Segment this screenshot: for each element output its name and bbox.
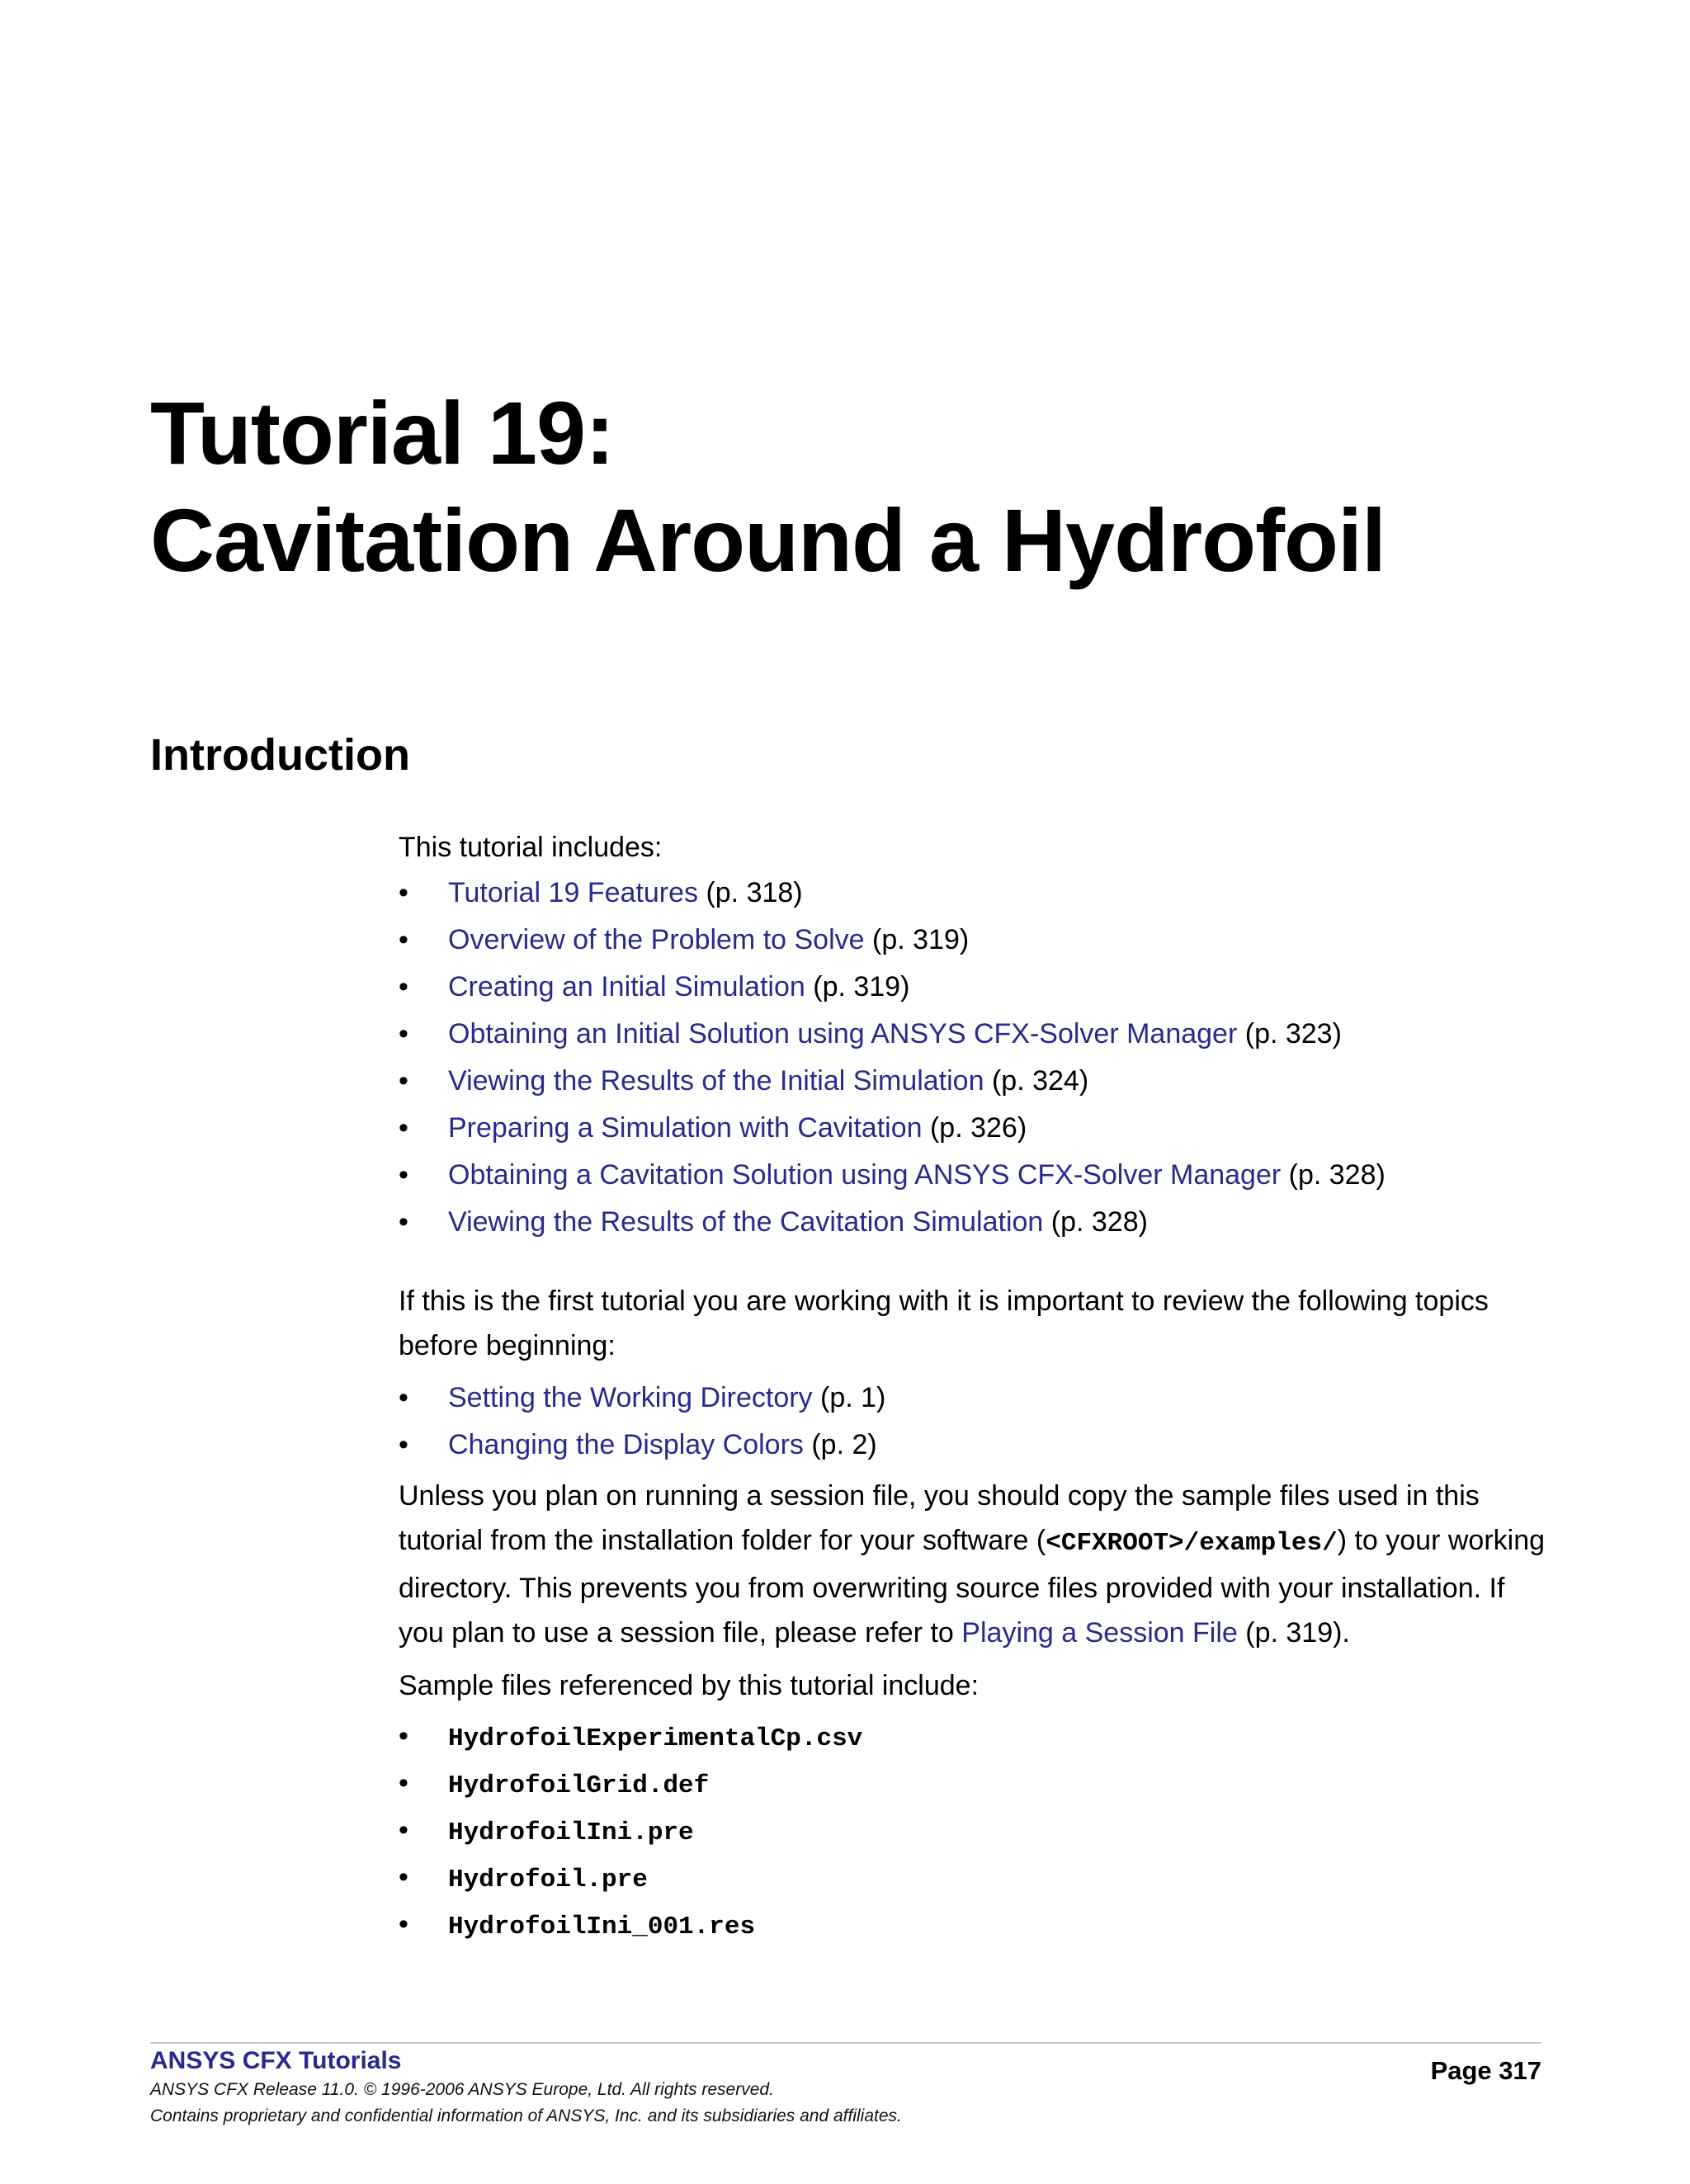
page-title	[150, 380, 1553, 594]
footer-release: ANSYS CFX Release 11.0. © 1996-2006 ANSYS Europe, Ltd. All rights reserved.	[150, 2080, 774, 2099]
list-item	[399, 1199, 1554, 1246]
title-line-1: Tutorial 19:	[150, 383, 615, 483]
copy-text-3: (p. 319).	[1237, 1617, 1350, 1649]
list-item	[399, 1807, 1554, 1854]
page-ref: (p. 319)	[864, 924, 970, 955]
sample-file-name: Hydrofoil.pre	[448, 1866, 648, 1894]
page-ref: (p. 323)	[1237, 1018, 1342, 1050]
bullet-icon: •	[399, 1429, 408, 1460]
bullet-icon: •	[399, 1065, 408, 1097]
bullet-icon: •	[399, 877, 408, 908]
cfxroot-path: <CFXROOT>/examples/	[1046, 1529, 1338, 1558]
list-item	[399, 1152, 1554, 1199]
page-ref: (p. 328)	[1281, 1159, 1386, 1191]
bullet-icon: •	[399, 1018, 408, 1050]
bullet-icon: •	[399, 1382, 408, 1413]
page-ref: (p. 2)	[803, 1429, 877, 1460]
prerequisites-list	[399, 1375, 1554, 1469]
list-item	[399, 1901, 1554, 1948]
copy-text-2: ) to your working directory. This prevents you from overwriting source files provided with your installation. If you plan to use a session file, please refer to	[399, 1525, 1546, 1649]
page-ref: (p. 324)	[984, 1065, 1089, 1097]
list-item	[399, 1375, 1554, 1422]
session-file-link[interactable]: Playing a Session File	[961, 1617, 1238, 1649]
sample-file-name: HydrofoilIni_001.res	[448, 1913, 756, 1941]
sample-files-list	[399, 1713, 1554, 1948]
bullet-icon: •	[399, 1861, 408, 1893]
toc-link[interactable]: Preparing a Simulation with Cavitation	[448, 1112, 923, 1144]
bullet-icon: •	[399, 1720, 408, 1752]
toc-link[interactable]: Tutorial 19 Features	[448, 877, 698, 908]
page-number: Page 317	[1430, 2056, 1541, 2085]
page-ref: (p. 1)	[812, 1382, 886, 1413]
footer-divider	[150, 2042, 1541, 2044]
page-ref: (p. 318)	[698, 877, 803, 908]
page-ref: (p. 328)	[1043, 1206, 1148, 1238]
footer-brand: ANSYS CFX Tutorials	[150, 2047, 402, 2074]
sample-file-name: HydrofoilIni.pre	[448, 1818, 694, 1847]
samples-lead: Sample files referenced by this tutorial include:	[399, 1670, 980, 1701]
toc-link[interactable]: Viewing the Results of the Initial Simulation	[448, 1065, 984, 1097]
list-item	[399, 1422, 1554, 1469]
toc-link[interactable]: Creating an Initial Simulation	[448, 971, 805, 1002]
list-item	[399, 1011, 1554, 1058]
list-item	[399, 1854, 1554, 1901]
copy-files-paragraph	[399, 1474, 1554, 1655]
contents-list	[399, 870, 1554, 1246]
list-item	[399, 870, 1554, 917]
toc-link[interactable]: Overview of the Problem to Solve	[448, 924, 865, 955]
bullet-icon: •	[399, 1112, 408, 1144]
list-item	[399, 1713, 1554, 1760]
bullet-icon: •	[399, 971, 408, 1002]
prereq-link[interactable]: Changing the Display Colors	[448, 1429, 804, 1460]
page-ref: (p. 319)	[805, 971, 910, 1002]
toc-link[interactable]: Obtaining an Initial Solution using ANSYS CFX-Solver Manager	[448, 1018, 1238, 1050]
bullet-icon: •	[399, 1159, 408, 1191]
sample-file-name: HydrofoilExperimentalCp.csv	[448, 1724, 863, 1753]
footer-proprietary: Contains proprietary and confidential information of ANSYS, Inc. and its subsidiaries and affiliates.	[150, 2106, 902, 2125]
list-item	[399, 1760, 1554, 1807]
title-line-2: Cavitation Around a Hydrofoil	[150, 490, 1386, 590]
page-ref: (p. 326)	[922, 1112, 1027, 1144]
first-tutorial-paragraph: If this is the first tutorial you are working with it is important to review the following topics before beginning:	[399, 1285, 1489, 1361]
toc-link[interactable]: Viewing the Results of the Cavitation Simulation	[448, 1206, 1044, 1238]
list-item	[399, 1058, 1554, 1105]
bullet-icon: •	[399, 924, 408, 955]
bullet-icon: •	[399, 1908, 408, 1940]
prereq-link[interactable]: Setting the Working Directory	[448, 1382, 813, 1413]
bullet-icon: •	[399, 1206, 408, 1238]
bullet-icon: •	[399, 1767, 408, 1799]
list-item	[399, 917, 1554, 964]
intro-lead: This tutorial includes:	[399, 832, 663, 863]
list-item	[399, 1105, 1554, 1152]
copy-text-1: Unless you plan on running a session file, you should copy the sample files used in this tutorial from the installation folder for your software (	[399, 1480, 1480, 1556]
sample-file-name: HydrofoilGrid.def	[448, 1771, 710, 1800]
body-column	[399, 825, 1554, 1948]
toc-link[interactable]: Obtaining a Cavitation Solution using ANSYS CFX-Solver Manager	[448, 1159, 1282, 1191]
section-heading: Introduction	[150, 730, 410, 780]
bullet-icon: •	[399, 1814, 408, 1846]
list-item	[399, 964, 1554, 1011]
